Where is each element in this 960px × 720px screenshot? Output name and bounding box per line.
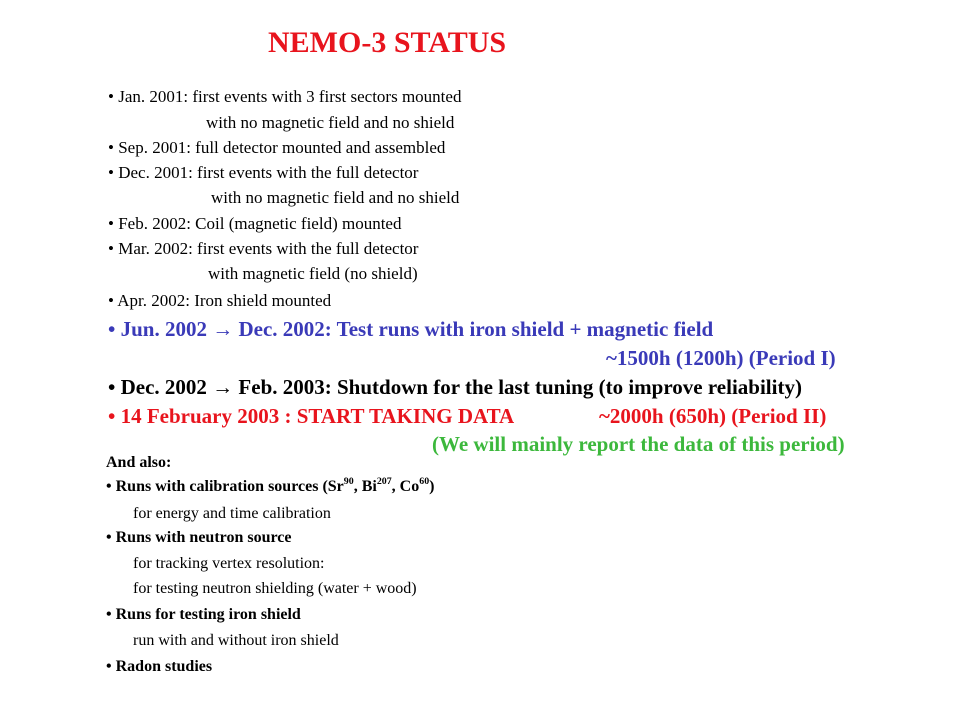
arrow-right-icon: →: [212, 375, 234, 399]
neutron-label: Runs with neutron source: [115, 529, 292, 546]
timeline-item-feb-2002: • Feb. 2002: Coil (magnetic field) mounted: [108, 214, 402, 233]
neutron-subline: for tracking vertex resolution:: [133, 555, 325, 572]
timeline-item-dec-2001: • Dec. 2001: first events with the full detector: [108, 163, 419, 182]
bullet: •: [108, 317, 116, 341]
test-runs-description: Dec. 2002: Test runs with iron shield + magnetic field: [238, 317, 714, 341]
radon-studies-item: [106, 659, 212, 675]
arrow-right-icon: →: [212, 317, 234, 341]
iron-shield-subline: run with and without iron shield: [133, 632, 339, 649]
timeline-subline: with no magnetic field and no shield: [206, 113, 455, 132]
bullet: •: [106, 606, 112, 623]
co-isotope-sup: 60: [419, 475, 430, 487]
neutron-subline: for testing neutron shielding (water + wood): [133, 580, 417, 597]
sr-isotope-sup: 90: [343, 475, 354, 487]
timeline-item-apr-2002: • Apr. 2002: Iron shield mounted: [108, 291, 332, 310]
iron-shield-runs-item: [106, 607, 301, 623]
radon-label: Radon studies: [115, 658, 213, 675]
iron-label: Runs for testing iron shield: [115, 606, 301, 623]
test-runs-start: Jun. 2002: [120, 317, 207, 341]
data-taking-line: • 14 February 2003 : START TAKING DATA: [108, 404, 515, 428]
calibration-runs-item: [106, 475, 435, 495]
shutdown-start: Dec. 2002: [120, 375, 207, 399]
bullet: •: [106, 529, 112, 546]
test-runs-line: [108, 319, 713, 340]
shutdown-line: [108, 377, 802, 398]
calibration-sep: , Co: [391, 478, 420, 495]
bi-isotope-sup: 207: [376, 475, 392, 487]
timeline-item-mar-2002: • Mar. 2002: first events with the full detector: [108, 239, 419, 258]
page-title: NEMO-3 STATUS: [268, 26, 507, 59]
test-runs-hours: ~1500h (1200h) (Period I): [606, 346, 836, 370]
data-taking-note: (We will mainly report the data of this period): [432, 432, 845, 456]
timeline-subline: with magnetic field (no shield): [208, 264, 418, 283]
calibration-end: ): [429, 478, 435, 495]
data-taking-hours: ~2000h (650h) (Period II): [599, 404, 827, 428]
calibration-subline: for energy and time calibration: [133, 505, 331, 522]
bullet: •: [106, 478, 112, 495]
shutdown-description: Feb. 2003: Shutdown for the last tuning (to improve reliability): [238, 375, 802, 399]
calibration-sep: , Bi: [353, 478, 377, 495]
neutron-runs-item: [106, 530, 292, 546]
timeline-item-jan-2001: • Jan. 2001: first events with 3 first sectors mounted: [108, 87, 462, 106]
and-also-heading: And also:: [106, 454, 172, 471]
bullet: •: [108, 375, 116, 399]
bullet: •: [106, 658, 112, 675]
timeline-item-sep-2001: • Sep. 2001: full detector mounted and assembled: [108, 138, 446, 157]
timeline-subline: with no magnetic field and no shield: [211, 188, 460, 207]
calibration-label: Runs with calibration sources (Sr: [115, 478, 344, 495]
